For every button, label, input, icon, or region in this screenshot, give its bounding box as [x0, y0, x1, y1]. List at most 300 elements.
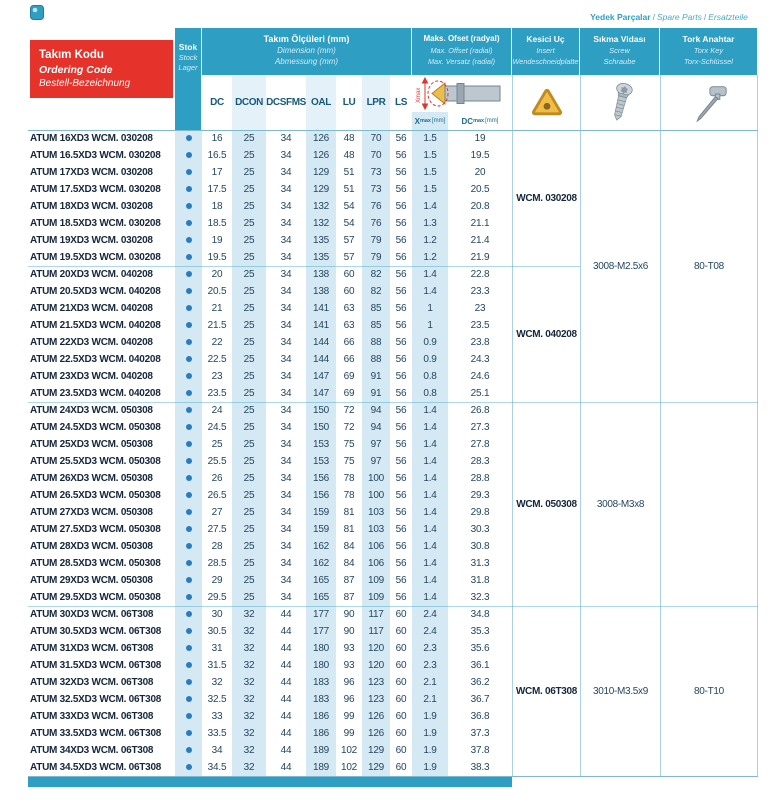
- value-cell: 93: [343, 660, 355, 671]
- value-cell: 21.4: [470, 235, 490, 246]
- value-cell: 34: [280, 490, 292, 501]
- stock-cell: [175, 504, 202, 521]
- torx-group-label: [661, 402, 757, 606]
- value-cell: 56: [395, 405, 407, 416]
- value-cell: 73: [370, 167, 382, 178]
- value-cell: 29.5: [207, 592, 227, 603]
- ordering-code-cell: ATUM 31XD3 WCM. 06T308: [30, 643, 154, 654]
- value-cell: 60: [395, 745, 407, 756]
- ordering-code-cell: ATUM 33XD3 WCM. 06T308: [30, 711, 154, 722]
- value-cell: 24: [211, 405, 223, 416]
- value-cell: 24.5: [207, 422, 227, 433]
- value-cell: 94: [370, 405, 382, 416]
- value-cell: 138: [312, 269, 330, 280]
- value-cell: 70: [370, 133, 382, 144]
- offset-subheader: [412, 75, 512, 130]
- value-cell: 34: [280, 235, 292, 246]
- value-cell: 19.5: [470, 150, 490, 161]
- stock-dot-icon: [186, 220, 192, 226]
- value-cell: 1.4: [423, 541, 437, 552]
- value-cell: 54: [343, 218, 355, 229]
- insert-group-label: WCM. 040208: [516, 328, 577, 340]
- stock-dot-icon: [186, 475, 192, 481]
- table-row: [28, 232, 512, 249]
- value-cell: 82: [370, 286, 382, 297]
- table-row: [28, 640, 512, 657]
- xmax-sub: max: [419, 118, 431, 124]
- value-cell: 88: [370, 337, 382, 348]
- value-cell: 1.5: [423, 133, 437, 144]
- value-cell: 34: [280, 422, 292, 433]
- value-cell: 56: [395, 303, 407, 314]
- stock-cell: [175, 708, 202, 725]
- value-cell: 1: [427, 320, 433, 331]
- max-offset-title: [412, 28, 512, 75]
- value-cell: 56: [395, 507, 407, 518]
- value-cell: 34: [280, 252, 292, 263]
- ordering-code-label-de: Bestell-Bezeichnung: [39, 78, 131, 89]
- xmax-base: X: [414, 116, 420, 126]
- table-row: [28, 555, 512, 572]
- spare-parts-label-en: Spare Parts: [656, 12, 702, 22]
- stock-dot-icon: [186, 254, 192, 260]
- value-cell: 60: [395, 728, 407, 739]
- value-cell: 186: [312, 728, 330, 739]
- value-cell: 34: [280, 575, 292, 586]
- value-cell: 56: [395, 286, 407, 297]
- value-cell: 54: [343, 201, 355, 212]
- stock-cell: [175, 436, 202, 453]
- stock-cell: [175, 402, 202, 419]
- value-cell: 33.5: [207, 728, 227, 739]
- value-cell: 73: [370, 184, 382, 195]
- screw-label-de: Schraube: [603, 57, 636, 66]
- value-cell: 82: [370, 269, 382, 280]
- value-cell: 25: [243, 541, 255, 552]
- value-cell: 27.3: [470, 422, 490, 433]
- table-row: [28, 419, 512, 436]
- ordering-code-cell: ATUM 16.5XD3 WCM. 030208: [30, 150, 161, 161]
- value-cell: 33: [211, 711, 223, 722]
- ordering-code-cell: ATUM 24XD3 WCM. 050308: [30, 405, 153, 416]
- value-cell: 126: [312, 150, 330, 161]
- table-row: [28, 147, 512, 164]
- value-cell: 91: [370, 388, 382, 399]
- value-cell: 17.5: [207, 184, 227, 195]
- ordering-code-cell: ATUM 25.5XD3 WCM. 050308: [30, 456, 161, 467]
- ordering-code-cell: ATUM 30.5XD3 WCM. 06T308: [30, 626, 162, 637]
- insert-label-en: Insert: [536, 46, 555, 55]
- stock-dot-icon: [186, 679, 192, 685]
- value-cell: 25: [243, 218, 255, 229]
- header-divider-line: [28, 130, 758, 131]
- value-cell: 23: [474, 303, 486, 314]
- ordering-code-title-box: [30, 40, 173, 98]
- value-cell: 135: [312, 235, 330, 246]
- screw-title: [580, 28, 660, 75]
- value-cell: 1.4: [423, 405, 437, 416]
- value-cell: 35.6: [470, 643, 490, 654]
- value-cell: 79: [370, 252, 382, 263]
- value-cell: 28.3: [470, 456, 490, 467]
- spare-parts-group-header: [580, 8, 758, 26]
- insert-column: [512, 130, 580, 776]
- value-cell: 123: [367, 677, 385, 688]
- max-offset-group-header: [412, 28, 512, 130]
- stock-dot-icon: [186, 543, 192, 549]
- value-cell: 56: [395, 473, 407, 484]
- ordering-code-cell: ATUM 34.5XD3 WCM. 06T308: [30, 762, 162, 773]
- value-cell: 56: [395, 524, 407, 535]
- ordering-code-cell: ATUM 19.5XD3 WCM. 030208: [30, 252, 161, 263]
- value-cell: 21.5: [207, 320, 227, 331]
- ordering-code-cell: ATUM 20.5XD3 WCM. 040208: [30, 286, 161, 297]
- value-cell: 34.8: [470, 609, 490, 620]
- value-cell: 81: [343, 507, 355, 518]
- value-cell: 87: [343, 592, 355, 603]
- stock-cell: [175, 351, 202, 368]
- offset-label-tr: Maks. Ofset (radyal): [423, 34, 500, 43]
- table-row: [28, 402, 512, 419]
- stock-column-header: [175, 28, 202, 130]
- value-cell: 21.1: [470, 218, 490, 229]
- ordering-code-cell: ATUM 34XD3 WCM. 06T308: [30, 745, 154, 756]
- value-cell: 1.3: [423, 218, 437, 229]
- insert-group-label: WCM. 06T308: [515, 685, 578, 697]
- stock-dot-icon: [186, 305, 192, 311]
- value-cell: 1.4: [423, 507, 437, 518]
- column-header-ls: LS: [395, 97, 407, 108]
- value-cell: 56: [395, 439, 407, 450]
- stock-cell: [175, 640, 202, 657]
- offset-label-de: Max. Versatz (radial): [427, 57, 496, 66]
- stock-dot-icon: [186, 764, 192, 770]
- value-cell: 16: [211, 133, 223, 144]
- stock-cell: [175, 674, 202, 691]
- value-cell: 66: [343, 354, 355, 365]
- value-cell: 117: [368, 626, 384, 637]
- value-cell: 2.3: [423, 660, 437, 671]
- value-cell: 103: [367, 524, 385, 535]
- table-row: [28, 623, 512, 640]
- value-cell: 34: [280, 354, 292, 365]
- stock-cell: [175, 300, 202, 317]
- value-cell: 135: [312, 252, 330, 263]
- value-cell: 162: [312, 541, 330, 552]
- stock-dot-icon: [186, 560, 192, 566]
- ordering-code-cell: ATUM 26XD3 WCM. 050308: [30, 473, 153, 484]
- value-cell: 1.4: [423, 592, 437, 603]
- dimensions-label-tr: Takım Ölçüleri (mm): [263, 34, 350, 44]
- ordering-code-cell: ATUM 23.5XD3 WCM. 040208: [30, 388, 161, 399]
- value-cell: 34: [280, 150, 292, 161]
- stock-cell: [175, 283, 202, 300]
- value-cell: 60: [395, 677, 407, 688]
- value-cell: 60: [395, 711, 407, 722]
- value-cell: 44: [280, 660, 292, 671]
- value-cell: 30.3: [470, 524, 490, 535]
- value-cell: 25: [243, 235, 255, 246]
- value-cell: 56: [395, 592, 407, 603]
- screw-group-label: 3008-M3x8: [596, 498, 645, 510]
- insert-group-label: WCM. 050308: [516, 498, 577, 510]
- stock-cell: [175, 606, 202, 623]
- insert-column-header: [512, 28, 580, 130]
- value-cell: 1.2: [423, 235, 437, 246]
- value-cell: 32: [211, 677, 223, 688]
- value-cell: 180: [312, 660, 330, 671]
- value-cell: 1.4: [423, 456, 437, 467]
- value-cell: 36.8: [470, 711, 490, 722]
- table-row: [28, 283, 512, 300]
- value-cell: 186: [312, 711, 330, 722]
- value-cell: 63: [343, 320, 355, 331]
- value-cell: 177: [312, 609, 330, 620]
- stock-dot-icon: [186, 373, 192, 379]
- stock-dot-icon: [186, 696, 192, 702]
- value-cell: 2.1: [423, 677, 437, 688]
- value-cell: 90: [343, 626, 355, 637]
- bottom-bar: [28, 777, 512, 787]
- value-cell: 34: [280, 286, 292, 297]
- value-cell: 156: [312, 473, 330, 484]
- table-row: [28, 538, 512, 555]
- stock-cell: [175, 657, 202, 674]
- value-cell: 25: [243, 303, 255, 314]
- value-cell: 56: [395, 218, 407, 229]
- value-cell: 120: [367, 643, 385, 654]
- value-cell: 51: [343, 167, 355, 178]
- value-cell: 34: [280, 303, 292, 314]
- value-cell: 1.4: [423, 269, 437, 280]
- value-cell: 25: [243, 184, 255, 195]
- value-cell: 81: [343, 524, 355, 535]
- value-cell: 1.5: [423, 150, 437, 161]
- value-cell: 44: [280, 677, 292, 688]
- value-cell: 20: [474, 167, 486, 178]
- value-cell: 84: [343, 541, 355, 552]
- value-cell: 26.8: [470, 405, 490, 416]
- ordering-code-cell: ATUM 24.5XD3 WCM. 050308: [30, 422, 161, 433]
- ordering-code-label-en: Ordering Code: [39, 64, 113, 76]
- value-cell: 1.9: [423, 745, 437, 756]
- value-cell: 44: [280, 762, 292, 773]
- table-row: [28, 742, 512, 759]
- value-cell: 84: [343, 558, 355, 569]
- value-cell: 126: [367, 728, 385, 739]
- ordering-code-cell: ATUM 33.5XD3 WCM. 06T308: [30, 728, 162, 739]
- value-cell: 1.4: [423, 558, 437, 569]
- value-cell: 126: [367, 711, 385, 722]
- value-cell: 183: [312, 677, 330, 688]
- value-cell: 29: [211, 575, 223, 586]
- value-cell: 91: [370, 371, 382, 382]
- value-cell: 30.5: [207, 626, 227, 637]
- value-cell: 1: [427, 303, 433, 314]
- stock-dot-icon: [186, 407, 192, 413]
- value-cell: 34: [280, 456, 292, 467]
- stock-cell: [175, 572, 202, 589]
- value-cell: 56: [395, 575, 407, 586]
- stock-label-de: Lager: [178, 63, 198, 72]
- stock-dot-icon: [186, 322, 192, 328]
- stock-dot-icon: [186, 747, 192, 753]
- xmax-column-header: [412, 112, 448, 130]
- ordering-code-cell: ATUM 23XD3 WCM. 040208: [30, 371, 153, 382]
- stock-cell: [175, 232, 202, 249]
- value-cell: 34: [280, 218, 292, 229]
- value-cell: 23.8: [470, 337, 490, 348]
- value-cell: 1.4: [423, 473, 437, 484]
- value-cell: 180: [312, 643, 330, 654]
- value-cell: 30.8: [470, 541, 490, 552]
- stock-cell: [175, 725, 202, 742]
- value-cell: 25: [243, 405, 255, 416]
- stock-cell: [175, 691, 202, 708]
- table-row: [28, 504, 512, 521]
- table-row: [28, 674, 512, 691]
- value-cell: 48: [343, 133, 355, 144]
- value-cell: 32: [243, 626, 255, 637]
- value-cell: 25: [243, 252, 255, 263]
- value-cell: 25: [211, 439, 223, 450]
- table-row: [28, 317, 512, 334]
- value-cell: 44: [280, 728, 292, 739]
- value-cell: 18.5: [207, 218, 227, 229]
- value-cell: 34: [280, 524, 292, 535]
- stock-cell: [175, 742, 202, 759]
- value-cell: 1.5: [423, 167, 437, 178]
- value-cell: 132: [312, 218, 330, 229]
- value-cell: 17: [211, 167, 223, 178]
- value-cell: 60: [395, 643, 407, 654]
- value-cell: 34: [280, 184, 292, 195]
- table-row: [28, 521, 512, 538]
- value-cell: 102: [340, 745, 358, 756]
- screw-icon: [606, 81, 636, 125]
- separator: /: [652, 12, 655, 22]
- value-cell: 25: [243, 558, 255, 569]
- dcmax-column-header: [448, 112, 512, 130]
- value-cell: 129: [367, 762, 385, 773]
- value-cell: 29.3: [470, 490, 490, 501]
- table-row: [28, 691, 512, 708]
- value-cell: 57: [343, 252, 355, 263]
- ordering-code-cell: ATUM 29.5XD3 WCM. 050308: [30, 592, 161, 603]
- stock-cell: [175, 130, 202, 147]
- table-row: [28, 385, 512, 402]
- value-cell: 120: [367, 660, 385, 671]
- column-header-lu: LU: [342, 97, 356, 108]
- value-cell: 100: [367, 490, 385, 501]
- stock-dot-icon: [186, 526, 192, 532]
- value-cell: 26: [211, 473, 223, 484]
- screw-group-label: 3010-M3.5x9: [592, 685, 649, 697]
- torx-column-header: [660, 28, 758, 130]
- value-cell: 97: [370, 439, 382, 450]
- value-cell: 34: [280, 167, 292, 178]
- value-cell: 78: [343, 490, 355, 501]
- table-row: [28, 215, 512, 232]
- stock-dot-icon: [186, 509, 192, 515]
- stock-dot-icon: [186, 288, 192, 294]
- value-cell: 1.4: [423, 439, 437, 450]
- value-cell: 24.3: [470, 354, 490, 365]
- insert-label-de: Wendeschneidplatte: [512, 57, 579, 66]
- value-cell: 63: [343, 303, 355, 314]
- value-cell: 75: [343, 456, 355, 467]
- group-divider-line: [28, 266, 580, 267]
- value-cell: 165: [312, 592, 330, 603]
- value-cell: 22.8: [470, 269, 490, 280]
- value-cell: 103: [367, 507, 385, 518]
- value-cell: 94: [370, 422, 382, 433]
- value-cell: 25.1: [470, 388, 490, 399]
- table-row: [28, 300, 512, 317]
- value-cell: 60: [343, 269, 355, 280]
- value-cell: 153: [312, 439, 330, 450]
- table-row: [28, 572, 512, 589]
- ordering-code-cell: ATUM 32XD3 WCM. 06T308: [30, 677, 154, 688]
- stock-cell: [175, 521, 202, 538]
- value-cell: 57: [343, 235, 355, 246]
- value-cell: 34: [280, 541, 292, 552]
- value-cell: 56: [395, 490, 407, 501]
- value-cell: 34: [280, 371, 292, 382]
- value-cell: 129: [312, 184, 330, 195]
- value-cell: 18: [211, 201, 223, 212]
- value-cell: 141: [312, 320, 330, 331]
- table-row: [28, 266, 512, 283]
- table-row: [28, 181, 512, 198]
- stock-cell: [175, 453, 202, 470]
- value-cell: 0.8: [423, 371, 437, 382]
- table-row: [28, 164, 512, 181]
- value-cell: 25: [243, 473, 255, 484]
- value-cell: 23.5: [470, 320, 490, 331]
- catalog-table: [28, 130, 512, 776]
- ordering-code-cell: ATUM 27.5XD3 WCM. 050308: [30, 524, 161, 535]
- insert-icon: [530, 87, 564, 119]
- value-cell: 32: [243, 711, 255, 722]
- group-divider-line: [28, 606, 758, 607]
- ordering-code-cell: ATUM 26.5XD3 WCM. 050308: [30, 490, 161, 501]
- offset-label-en: Max. Offset (radial): [430, 46, 493, 55]
- value-cell: 60: [395, 609, 407, 620]
- ordering-code-cell: ATUM 30XD3 WCM. 06T308: [30, 609, 154, 620]
- value-cell: 34: [280, 133, 292, 144]
- table-row: [28, 725, 512, 742]
- stock-dot-icon: [186, 203, 192, 209]
- value-cell: 72: [343, 422, 355, 433]
- value-cell: 1.5: [423, 184, 437, 195]
- insert-title: [512, 28, 580, 75]
- value-cell: 56: [395, 184, 407, 195]
- value-cell: 69: [343, 371, 355, 382]
- value-cell: 32: [243, 745, 255, 756]
- stock-cell: [175, 487, 202, 504]
- torx-icon-cell: [660, 75, 758, 130]
- insert-label-tr: Kesici Uç: [526, 34, 565, 44]
- value-cell: 19.5: [207, 252, 227, 263]
- value-cell: 0.9: [423, 337, 437, 348]
- value-cell: 32: [243, 694, 255, 705]
- value-cell: 27.5: [207, 524, 227, 535]
- value-cell: 25: [243, 286, 255, 297]
- value-cell: 34: [280, 269, 292, 280]
- ordering-code-cell: ATUM 19XD3 WCM. 030208: [30, 235, 153, 246]
- torx-label-de: Torx-Schlüssel: [684, 57, 733, 66]
